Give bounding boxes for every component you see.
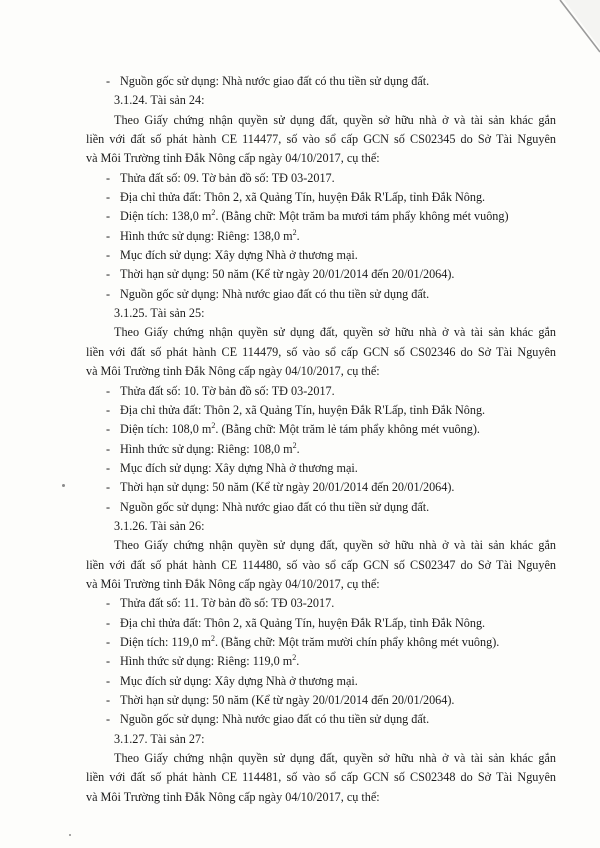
paragraph-line	[86, 749, 556, 768]
line-text-suffix: . (Bằng chữ: Một trăm lẻ tám phẩy không mét vuông).	[215, 422, 480, 437]
line-text: 3.1.25. Tài sản 25:	[114, 306, 205, 321]
bullet-item	[86, 265, 556, 284]
paragraph-line	[86, 343, 556, 362]
bullet-item	[86, 672, 556, 691]
section-heading	[86, 304, 556, 323]
line-text: Mục đích sử dụng: Xây dựng Nhà ở thương mại.	[120, 460, 358, 475]
line-text: 3.1.26. Tài sản 26:	[114, 518, 205, 533]
line-text: 3.1.27. Tài sản 27:	[114, 731, 205, 746]
line-text: Địa chỉ thửa đất: Thôn 2, xã Quảng Tín, huyện Đắk R'Lấp, tỉnh Đắk Nông.	[120, 190, 486, 205]
paragraph-line	[86, 575, 556, 594]
document-body	[86, 72, 556, 807]
bullet-item	[86, 420, 556, 439]
line-text: và Môi Trường tỉnh Đắk Nông cấp ngày 04/10/2017, cụ thể:	[86, 364, 380, 379]
bullet-item	[86, 401, 556, 420]
line-text: Diện tích: 119,0 m	[120, 634, 211, 649]
line-text: Thời hạn sử dụng: 50 năm (Kể từ ngày 20/01/2014 đến 20/01/2064).	[120, 693, 455, 707]
line-text: Thửa đất số: 10. Tờ bản đồ số: TĐ 03-2017.	[120, 383, 335, 398]
line-text: Hình thức sử dụng: Riêng: 138,0 m	[120, 228, 293, 243]
superscript: 2	[292, 227, 297, 237]
line-text: Nguồn gốc sử dụng: Nhà nước giao đất có thu tiền sử dụng đất.	[120, 74, 430, 88]
line-text: Diện tích: 138,0 m	[120, 209, 212, 224]
bullet-item	[86, 478, 556, 497]
line-text: Thời hạn sử dụng: 50 năm (Kể từ ngày 20/01/2014 đến 20/01/2064).	[120, 480, 455, 495]
line-text-suffix: . (Bằng chữ: Một trăm mười chín phẩy không mét vuông).	[214, 634, 500, 649]
bullet-item	[86, 227, 556, 246]
bullet-item	[86, 594, 556, 613]
line-text: liền với đất số phát hành CE 114481, số vào sổ cấp GCN số CS02348 do Sở Tài Nguyên	[86, 770, 556, 785]
line-text-suffix: .	[296, 441, 300, 456]
paragraph-line	[86, 362, 556, 381]
superscript: 2	[292, 440, 297, 450]
line-text: Hình thức sử dụng: Riêng: 108,0 m	[120, 441, 293, 456]
line-text-suffix: .	[296, 228, 300, 243]
line-text: liền với đất số phát hành CE 114480, số vào sổ cấp GCN số CS02347 do Sở Tài Nguyên	[86, 557, 556, 572]
line-text: Hình thức sử dụng: Riêng: 119,0 m	[120, 654, 293, 669]
line-text: và Môi Trường tỉnh Đắk Nông cấp ngày 04/10/2017, cụ thể:	[86, 789, 380, 804]
paragraph-line	[86, 536, 556, 555]
page-corner-fold	[530, 0, 600, 70]
line-text: Theo Giấy chứng nhận quyền sử dụng đất, quyền sở hữu nhà ở và tài sản khác gắn	[114, 538, 556, 553]
scan-speck	[69, 834, 71, 836]
line-text: liền với đất số phát hành CE 114479, số vào sổ cấp GCN số CS02346 do Sở Tài Nguyên	[86, 344, 556, 359]
bullet-item	[86, 188, 556, 207]
line-text: Địa chỉ thửa đất: Thôn 2, xã Quảng Tín, huyện Đắk R'Lấp, tỉnh Đắk Nông.	[120, 402, 486, 417]
section-heading	[86, 730, 556, 749]
bullet-item	[86, 440, 556, 459]
line-text: và Môi Trường tỉnh Đắk Nông cấp ngày 04/10/2017, cụ thể:	[86, 576, 380, 591]
line-text: và Môi Trường tỉnh Đắk Nông cấp ngày 04/10/2017, cụ thể:	[86, 151, 380, 166]
line-text: Thửa đất số: 09. Tờ bản đồ số: TĐ 03-2017.	[120, 170, 335, 185]
bullet-item	[86, 382, 556, 401]
line-text: Mục đích sử dụng: Xây dựng Nhà ở thương mại.	[120, 248, 358, 263]
bullet-item	[86, 246, 556, 265]
bullet-item	[86, 459, 556, 478]
bullet-item	[86, 72, 556, 91]
bullet-item	[86, 710, 556, 729]
paragraph-line	[86, 768, 556, 787]
line-text: Theo Giấy chứng nhận quyền sử dụng đất, quyền sở hữu nhà ở và tài sản khác gắn	[114, 325, 556, 340]
line-text: liền với đất số phát hành CE 114477, số vào sổ cấp GCN số CS02345 do Sở Tài Nguyên	[86, 132, 556, 147]
paragraph-line	[86, 323, 556, 342]
paragraph-line	[86, 149, 556, 168]
bullet-item	[86, 652, 556, 671]
line-text: Diện tích: 108,0 m	[120, 422, 212, 437]
paragraph-line	[86, 130, 556, 149]
bullet-item	[86, 169, 556, 188]
bullet-item	[86, 498, 556, 517]
section-heading	[86, 91, 556, 110]
line-text: Theo Giấy chứng nhận quyền sử dụng đất, quyền sở hữu nhà ở và tài sản khác gắn	[114, 112, 556, 127]
line-text: Nguồn gốc sử dụng: Nhà nước giao đất có thu tiền sử dụng đất.	[120, 712, 430, 727]
superscript: 2	[211, 208, 216, 218]
bullet-item	[86, 285, 556, 304]
superscript: 2	[210, 633, 215, 643]
bullet-item	[86, 633, 556, 652]
bullet-item	[86, 691, 556, 710]
scan-speck	[62, 484, 65, 487]
line-text-suffix: . (Bằng chữ: Một trăm ba mươi tám phẩy không mét vuông)	[215, 209, 509, 224]
line-text: Mục đích sử dụng: Xây dựng Nhà ở thương mại.	[120, 673, 358, 688]
paragraph-line	[86, 788, 556, 807]
superscript: 2	[292, 653, 297, 663]
superscript: 2	[211, 421, 216, 431]
section-heading	[86, 517, 556, 536]
line-text: 3.1.24. Tài sản 24:	[114, 93, 205, 108]
line-text-suffix: .	[296, 654, 300, 669]
line-text: Nguồn gốc sử dụng: Nhà nước giao đất có thu tiền sử dụng đất.	[120, 286, 430, 301]
paragraph-line	[86, 111, 556, 130]
line-text: Thời hạn sử dụng: 50 năm (Kể từ ngày 20/01/2014 đến 20/01/2064).	[120, 267, 455, 282]
bullet-item	[86, 614, 556, 633]
line-text: Thửa đất số: 11. Tờ bản đồ số: TĐ 03-2017.	[120, 596, 335, 611]
bullet-item	[86, 207, 556, 226]
paragraph-line	[86, 556, 556, 575]
line-text: Địa chỉ thửa đất: Thôn 2, xã Quảng Tín, huyện Đắk R'Lấp, tỉnh Đắk Nông.	[120, 615, 486, 630]
line-text: Theo Giấy chứng nhận quyền sử dụng đất, quyền sở hữu nhà ở và tài sản khác gắn	[114, 751, 556, 766]
line-text: Nguồn gốc sử dụng: Nhà nước giao đất có thu tiền sử dụng đất.	[120, 499, 430, 514]
